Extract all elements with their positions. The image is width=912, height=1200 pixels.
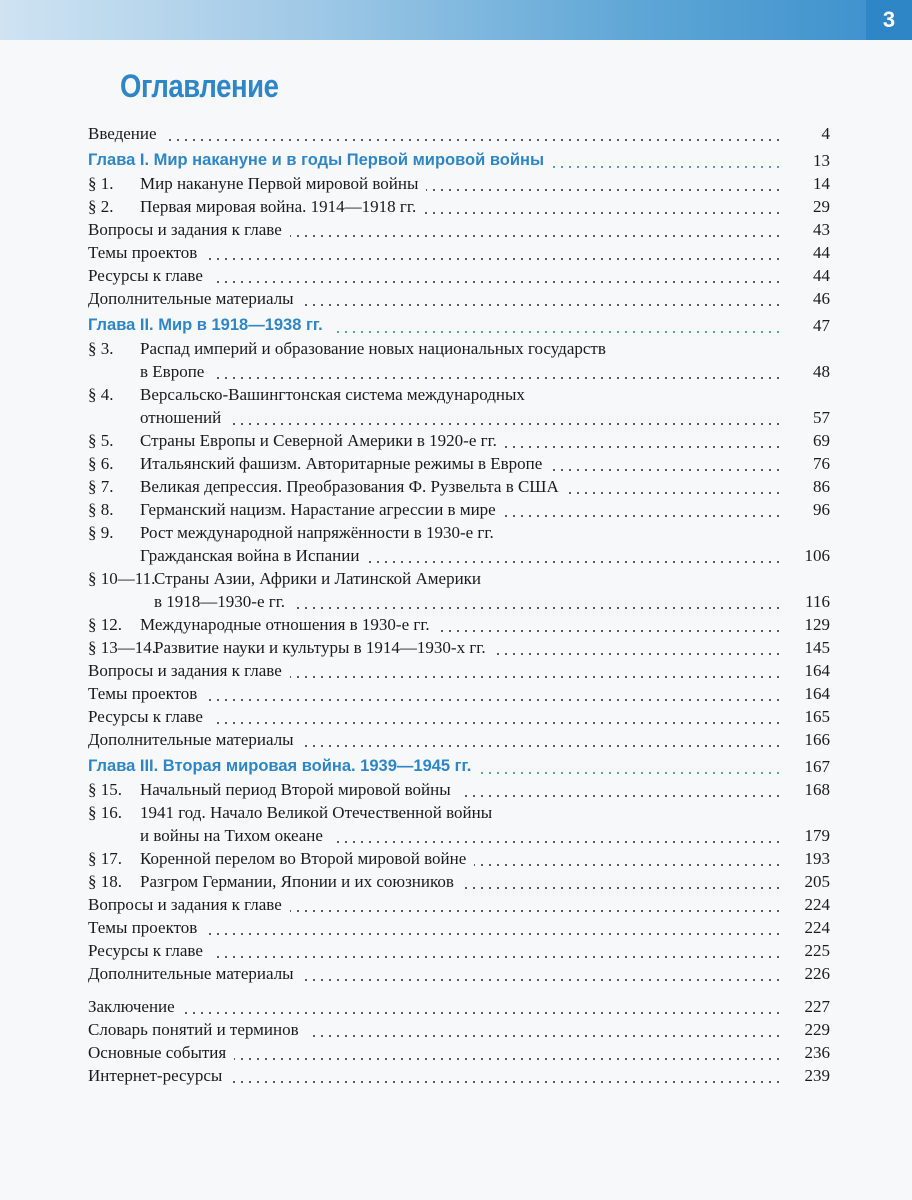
toc-page-number: 44 — [813, 243, 830, 262]
toc-entry-title-continued: и войны на Тихом океане — [140, 826, 323, 845]
toc-entry-title: Мир накануне Первой мировой войны — [140, 174, 419, 193]
toc-entry-title: Германский нацизм. Нарастание агрессии в мире — [140, 500, 496, 519]
toc-page-number: 164 — [804, 661, 830, 680]
section-number: § 15. — [88, 780, 122, 799]
toc-entry — [88, 521, 830, 567]
section-number: § 1. — [88, 174, 114, 193]
toc-page-number: 116 — [805, 592, 830, 611]
toc-entry-title: Международные отношения в 1930-е гг. — [140, 615, 430, 634]
toc-page-number: 227 — [804, 997, 830, 1016]
section-number: § 18. — [88, 872, 122, 891]
dot-leader — [211, 956, 782, 958]
toc-entry — [88, 172, 830, 195]
toc-entry — [88, 613, 830, 636]
toc-entry-title: Развитие науки и культуры в 1914—1930-х гг. — [154, 638, 486, 657]
toc-entry-title-continued: в Европе — [140, 362, 205, 381]
toc-chapter — [88, 149, 830, 172]
dot-leader — [550, 469, 782, 471]
section-number: § 10—11. — [88, 569, 156, 588]
section-number: § 16. — [88, 803, 122, 822]
toc-entry — [88, 287, 830, 310]
toc-page-number: 224 — [804, 918, 830, 937]
dot-leader — [212, 377, 782, 379]
toc-entry-title: Рост международной напряжённости в 1930-е гг. — [140, 523, 494, 542]
toc-page-number: 224 — [804, 895, 830, 914]
dot-leader — [505, 446, 782, 448]
dot-leader — [479, 772, 782, 774]
toc-page-number: 165 — [804, 707, 830, 726]
toc-page-number: 46 — [813, 289, 830, 308]
toc-entry-title: Темы проектов — [88, 684, 198, 703]
toc-entry — [88, 801, 830, 847]
dot-leader — [290, 676, 782, 678]
section-number: § 6. — [88, 454, 114, 473]
dot-leader — [552, 166, 782, 168]
toc-entry — [88, 475, 830, 498]
dot-leader — [462, 887, 782, 889]
toc-entry — [88, 241, 830, 264]
toc-entry — [88, 659, 830, 682]
dot-leader — [438, 630, 782, 632]
toc-entry-title: Вопросы и задания к главе — [88, 661, 282, 680]
section-number: § 5. — [88, 431, 114, 450]
section-number: § 9. — [88, 523, 114, 542]
toc-entry-title: Первая мировая война. 1914—1918 гг. — [140, 197, 417, 216]
toc-entry-title: Разгром Германии, Японии и их союзников — [140, 872, 454, 891]
toc-entry-title: Распад империй и образование новых национальных государств — [140, 339, 606, 358]
toc-entry-title: Итальянский фашизм. Авторитарные режимы в Европе — [140, 454, 543, 473]
dot-leader — [211, 722, 782, 724]
toc-entry-title: Коренной перелом во Второй мировой войне — [140, 849, 467, 868]
dot-leader — [290, 910, 782, 912]
dot-leader — [205, 933, 782, 935]
section-number: § 4. — [88, 385, 114, 404]
toc-chapter — [88, 755, 830, 778]
toc-page-number: 236 — [804, 1043, 830, 1062]
dot-leader — [307, 1035, 782, 1037]
toc-entry-title: Версальско-Вашингтонская система международных — [140, 385, 525, 404]
toc-page-number: 48 — [813, 362, 830, 381]
dot-leader — [302, 304, 782, 306]
toc-entry-title-continued: отношений — [140, 408, 222, 427]
toc-page-number: 167 — [804, 757, 830, 776]
toc-page-number: 239 — [804, 1066, 830, 1085]
header-band — [0, 0, 912, 40]
toc-entry — [88, 264, 830, 287]
toc-page-number: 76 — [813, 454, 830, 473]
toc-entry-title: Ресурсы к главе — [88, 941, 203, 960]
dot-leader — [459, 795, 782, 797]
toc-entry — [88, 939, 830, 962]
toc-entry — [88, 567, 830, 613]
section-number: § 3. — [88, 339, 114, 358]
toc-entry — [88, 383, 830, 429]
toc-entry — [88, 705, 830, 728]
dot-leader — [290, 235, 782, 237]
dot-leader — [205, 258, 782, 260]
toc-entry — [88, 218, 830, 241]
section-number: § 13—14. — [88, 638, 156, 657]
toc-page-number: 57 — [813, 408, 830, 427]
toc-page-number: 29 — [813, 197, 830, 216]
toc-entry-title-continued: в 1918—1930-е гг. — [154, 592, 286, 611]
toc-entry — [88, 682, 830, 705]
toc-entry — [88, 1041, 830, 1064]
toc-entry — [88, 1018, 830, 1041]
toc-entry — [88, 337, 830, 383]
toc-page-number: 164 — [804, 684, 830, 703]
dot-leader — [229, 423, 782, 425]
toc-entry — [88, 962, 830, 985]
dot-leader — [504, 515, 782, 517]
dot-leader — [230, 1081, 782, 1083]
dot-leader — [211, 281, 782, 283]
toc-entry-title: Начальный период Второй мировой войны — [140, 780, 451, 799]
toc-page-number: 43 — [813, 220, 830, 239]
toc-entry-title: 1941 год. Начало Великой Отечественной войны — [140, 803, 493, 822]
page-number: 3 — [866, 0, 912, 40]
toc-entry — [88, 870, 830, 893]
dot-leader — [302, 979, 782, 981]
toc-entry-title-continued: Гражданская война в Испании — [140, 546, 360, 565]
dot-leader — [165, 139, 782, 141]
toc-entry-title: Ресурсы к главе — [88, 707, 203, 726]
dot-leader — [474, 864, 782, 866]
dot-leader — [293, 607, 782, 609]
toc-page-number: 226 — [804, 964, 830, 983]
toc-chapter — [88, 314, 830, 337]
toc-entry-title: Дополнительные материалы — [88, 289, 294, 308]
toc-page-number: 96 — [813, 500, 830, 519]
toc-entry-title: Страны Европы и Северной Америки в 1920-е гг. — [140, 431, 497, 450]
toc-entry — [88, 995, 830, 1018]
toc-page-number: 106 — [804, 546, 830, 565]
toc-entry-title: Словарь понятий и терминов — [88, 1020, 299, 1039]
toc-page-number: 13 — [813, 151, 830, 170]
toc-page-number: 4 — [821, 124, 830, 143]
toc-entry-title: Глава I. Мир накануне и в годы Первой мировой войны — [88, 151, 545, 169]
toc-entry-title: Заключение — [88, 997, 175, 1016]
toc-page-number: 69 — [813, 431, 830, 450]
toc-entry-title: Вопросы и задания к главе — [88, 895, 282, 914]
toc-page-number: 86 — [813, 477, 830, 496]
toc-entry — [88, 122, 830, 145]
toc-page-number: 168 — [804, 780, 830, 799]
toc-entry — [88, 195, 830, 218]
section-number: § 2. — [88, 197, 114, 216]
toc-entry — [88, 636, 830, 659]
dot-leader — [205, 699, 782, 701]
toc-entry-title: Введение — [88, 124, 157, 143]
section-number: § 7. — [88, 477, 114, 496]
toc-entry-title: Ресурсы к главе — [88, 266, 203, 285]
dot-leader — [331, 841, 782, 843]
toc-entry-title: Глава III. Вторая мировая война. 1939—1945 гг. — [88, 757, 472, 775]
dot-leader — [367, 561, 782, 563]
toc-entry-title: Темы проектов — [88, 918, 198, 937]
toc-entry-title: Великая депрессия. Преобразования Ф. Рузвельта в США — [140, 477, 559, 496]
dot-leader — [424, 212, 782, 214]
dot-leader — [494, 653, 782, 655]
toc-entry-title: Темы проектов — [88, 243, 198, 262]
toc-entry — [88, 728, 830, 751]
toc-page-number: 129 — [804, 615, 830, 634]
table-of-contents — [88, 122, 830, 1087]
section-number: § 8. — [88, 500, 114, 519]
toc-entry-title: Дополнительные материалы — [88, 730, 294, 749]
toc-page-number: 193 — [804, 849, 830, 868]
dot-leader — [183, 1012, 782, 1014]
toc-page-number: 179 — [804, 826, 830, 845]
toc-entry — [88, 916, 830, 939]
toc-page-number: 14 — [813, 174, 830, 193]
dot-leader — [426, 189, 782, 191]
toc-entry-title: Основные события — [88, 1043, 227, 1062]
toc-entry — [88, 893, 830, 916]
dot-leader — [234, 1058, 782, 1060]
toc-page-number: 145 — [804, 638, 830, 657]
toc-page-number: 47 — [813, 316, 830, 335]
toc-entry — [88, 498, 830, 521]
toc-entry-title: Дополнительные материалы — [88, 964, 294, 983]
toc-entry-title: Вопросы и задания к главе — [88, 220, 282, 239]
toc-page-number: 44 — [813, 266, 830, 285]
toc-page-number: 229 — [804, 1020, 830, 1039]
toc-entry — [88, 1064, 830, 1087]
dot-leader — [567, 492, 782, 494]
dot-leader — [302, 745, 782, 747]
toc-entry-title: Интернет-ресурсы — [88, 1066, 223, 1085]
toc-page-number: 225 — [804, 941, 830, 960]
dot-leader — [331, 331, 782, 333]
toc-entry — [88, 778, 830, 801]
page-title: Оглавление — [120, 68, 279, 104]
toc-page-number: 166 — [804, 730, 830, 749]
toc-entry — [88, 847, 830, 870]
section-number: § 17. — [88, 849, 122, 868]
toc-entry-title: Глава II. Мир в 1918—1938 гг. — [88, 316, 323, 334]
toc-entry — [88, 452, 830, 475]
toc-entry-title: Страны Азии, Африки и Латинской Америки — [154, 569, 482, 588]
section-number: § 12. — [88, 615, 122, 634]
toc-entry — [88, 429, 830, 452]
toc-page-number: 205 — [804, 872, 830, 891]
